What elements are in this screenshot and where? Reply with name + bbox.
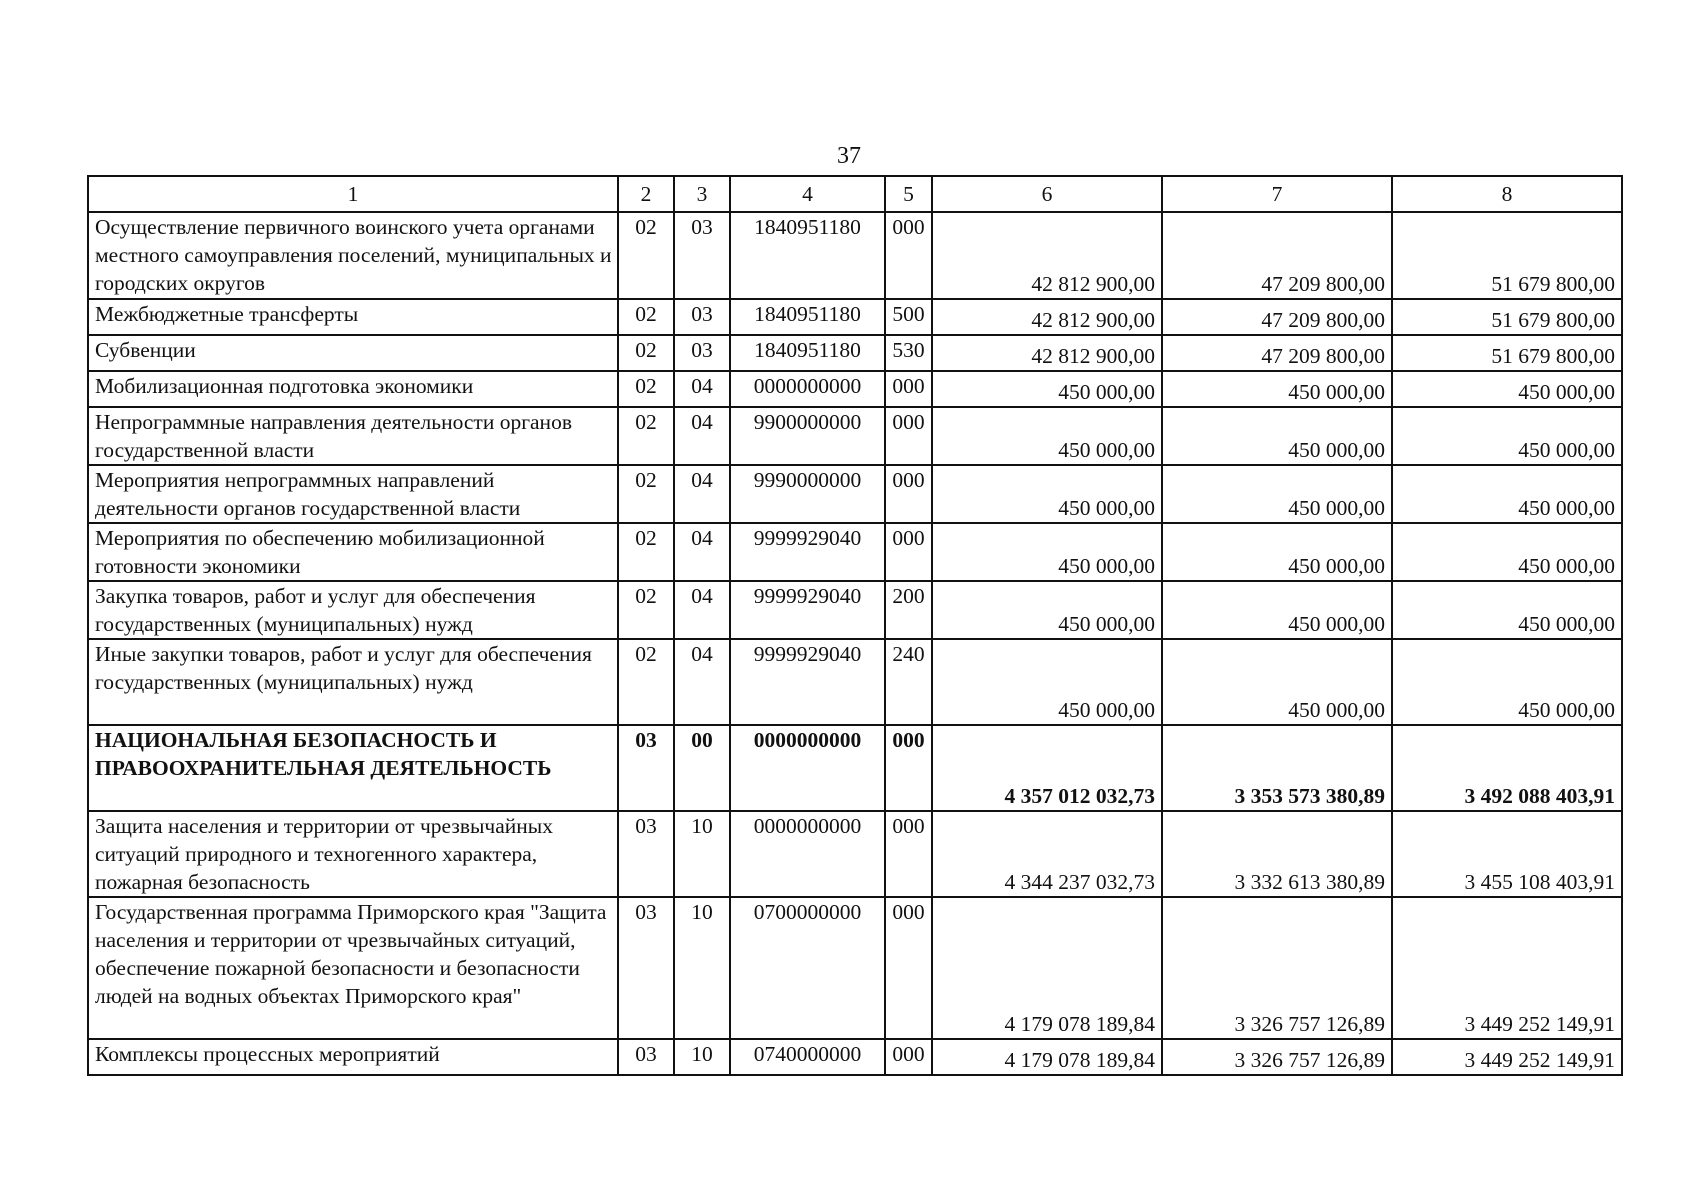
row-value-6: 42 812 900,00 xyxy=(932,212,1162,299)
row-name: Защита населения и территории от чрезвычайных ситуаций природного и техногенного характера, пожарная безопасность xyxy=(88,811,618,897)
row-value-8: 3 449 252 149,91 xyxy=(1392,1039,1622,1075)
row-code-5: 240 xyxy=(885,639,932,725)
row-name: Мероприятия непрограммных направлений деятельности органов государственной власти xyxy=(88,465,618,523)
row-value-7: 450 000,00 xyxy=(1162,407,1392,465)
row-code-3: 10 xyxy=(674,811,730,897)
header-cell-4: 4 xyxy=(730,176,885,212)
row-code-2: 02 xyxy=(618,335,674,371)
row-name: Закупка товаров, работ и услуг для обеспечения государственных (муниципальных) нужд xyxy=(88,581,618,639)
row-name: НАЦИОНАЛЬНАЯ БЕЗОПАСНОСТЬ И ПРАВООХРАНИТЕЛЬНАЯ ДЕЯТЕЛЬНОСТЬ xyxy=(88,725,618,811)
row-code-3: 04 xyxy=(674,639,730,725)
row-code-4: 1840951180 xyxy=(730,335,885,371)
row-value-6: 4 344 237 032,73 xyxy=(932,811,1162,897)
table-row xyxy=(88,335,1622,371)
row-value-8: 450 000,00 xyxy=(1392,407,1622,465)
row-code-3: 10 xyxy=(674,897,730,1039)
row-code-2: 02 xyxy=(618,212,674,299)
row-code-2: 03 xyxy=(618,1039,674,1075)
row-value-8: 51 679 800,00 xyxy=(1392,299,1622,335)
row-value-6: 4 357 012 032,73 xyxy=(932,725,1162,811)
table-row xyxy=(88,897,1622,1039)
row-code-4: 1840951180 xyxy=(730,299,885,335)
row-code-3: 10 xyxy=(674,1039,730,1075)
row-code-3: 04 xyxy=(674,407,730,465)
row-value-7: 450 000,00 xyxy=(1162,465,1392,523)
row-code-3: 04 xyxy=(674,581,730,639)
row-value-6: 450 000,00 xyxy=(932,581,1162,639)
row-value-8: 450 000,00 xyxy=(1392,523,1622,581)
table-row xyxy=(88,465,1622,523)
page-number: 37 xyxy=(837,143,861,169)
row-value-7: 3 326 757 126,89 xyxy=(1162,897,1392,1039)
header-cell-3: 3 xyxy=(674,176,730,212)
row-code-4: 0000000000 xyxy=(730,725,885,811)
row-value-7: 450 000,00 xyxy=(1162,639,1392,725)
row-value-8: 3 492 088 403,91 xyxy=(1392,725,1622,811)
row-value-6: 4 179 078 189,84 xyxy=(932,1039,1162,1075)
row-code-5: 000 xyxy=(885,212,932,299)
row-name: Государственная программа Приморского края "Защита населения и территории от чрезвычайных ситуаций, обеспечение пожарной безопасности и безопасности людей на водных объектах Приморского края" xyxy=(88,897,618,1039)
row-code-2: 03 xyxy=(618,897,674,1039)
header-cell-7: 7 xyxy=(1162,176,1392,212)
row-value-8: 3 455 108 403,91 xyxy=(1392,811,1622,897)
table-row xyxy=(88,407,1622,465)
row-code-4: 0700000000 xyxy=(730,897,885,1039)
row-code-2: 02 xyxy=(618,465,674,523)
row-code-5: 500 xyxy=(885,299,932,335)
header-cell-2: 2 xyxy=(618,176,674,212)
row-code-3: 03 xyxy=(674,335,730,371)
row-value-7: 3 332 613 380,89 xyxy=(1162,811,1392,897)
row-code-4: 0000000000 xyxy=(730,811,885,897)
table-header-row xyxy=(88,176,1622,212)
row-value-7: 3 326 757 126,89 xyxy=(1162,1039,1392,1075)
row-value-7: 450 000,00 xyxy=(1162,581,1392,639)
table-row xyxy=(88,1039,1622,1075)
row-code-2: 02 xyxy=(618,371,674,407)
row-value-6: 4 179 078 189,84 xyxy=(932,897,1162,1039)
row-value-8: 450 000,00 xyxy=(1392,465,1622,523)
row-code-2: 03 xyxy=(618,725,674,811)
row-value-7: 450 000,00 xyxy=(1162,371,1392,407)
row-code-4: 0000000000 xyxy=(730,371,885,407)
header-cell-8: 8 xyxy=(1392,176,1622,212)
row-value-8: 51 679 800,00 xyxy=(1392,212,1622,299)
row-value-8: 450 000,00 xyxy=(1392,581,1622,639)
row-value-6: 42 812 900,00 xyxy=(932,299,1162,335)
row-code-5: 000 xyxy=(885,523,932,581)
row-code-2: 02 xyxy=(618,299,674,335)
row-code-3: 04 xyxy=(674,371,730,407)
row-code-2: 02 xyxy=(618,639,674,725)
row-code-4: 9990000000 xyxy=(730,465,885,523)
row-code-4: 9900000000 xyxy=(730,407,885,465)
table-row xyxy=(88,581,1622,639)
row-code-4: 9999929040 xyxy=(730,581,885,639)
row-value-6: 450 000,00 xyxy=(932,523,1162,581)
row-value-7: 450 000,00 xyxy=(1162,523,1392,581)
row-value-6: 42 812 900,00 xyxy=(932,335,1162,371)
row-value-6: 450 000,00 xyxy=(932,407,1162,465)
row-name: Иные закупки товаров, работ и услуг для обеспечения государственных (муниципальных) нужд xyxy=(88,639,618,725)
row-code-5: 000 xyxy=(885,1039,932,1075)
row-code-3: 03 xyxy=(674,299,730,335)
row-name: Мобилизационная подготовка экономики xyxy=(88,371,618,407)
row-code-5: 000 xyxy=(885,897,932,1039)
row-name: Непрограммные направления деятельности органов государственной власти xyxy=(88,407,618,465)
row-code-5: 000 xyxy=(885,725,932,811)
row-code-5: 200 xyxy=(885,581,932,639)
header-cell-5: 5 xyxy=(885,176,932,212)
budget-table xyxy=(87,175,1623,1076)
row-value-8: 3 449 252 149,91 xyxy=(1392,897,1622,1039)
row-value-7: 47 209 800,00 xyxy=(1162,335,1392,371)
row-value-6: 450 000,00 xyxy=(932,371,1162,407)
row-code-5: 000 xyxy=(885,371,932,407)
header-cell-6: 6 xyxy=(932,176,1162,212)
table-row xyxy=(88,639,1622,725)
table-row xyxy=(88,811,1622,897)
row-value-7: 3 353 573 380,89 xyxy=(1162,725,1392,811)
row-value-8: 450 000,00 xyxy=(1392,639,1622,725)
row-code-3: 04 xyxy=(674,465,730,523)
row-code-5: 000 xyxy=(885,811,932,897)
row-code-2: 02 xyxy=(618,407,674,465)
row-value-8: 450 000,00 xyxy=(1392,371,1622,407)
row-code-4: 9999929040 xyxy=(730,639,885,725)
row-code-2: 03 xyxy=(618,811,674,897)
row-code-4: 1840951180 xyxy=(730,212,885,299)
row-name: Осуществление первичного воинского учета органами местного самоуправления поселений, муниципальных и городских округов xyxy=(88,212,618,299)
row-value-8: 51 679 800,00 xyxy=(1392,335,1622,371)
row-code-4: 9999929040 xyxy=(730,523,885,581)
row-value-7: 47 209 800,00 xyxy=(1162,212,1392,299)
row-value-6: 450 000,00 xyxy=(932,639,1162,725)
header-cell-1: 1 xyxy=(88,176,618,212)
row-code-3: 00 xyxy=(674,725,730,811)
row-name: Комплексы процессных мероприятий xyxy=(88,1039,618,1075)
row-code-2: 02 xyxy=(618,581,674,639)
row-code-4: 0740000000 xyxy=(730,1039,885,1075)
row-code-5: 000 xyxy=(885,407,932,465)
row-code-5: 000 xyxy=(885,465,932,523)
table-row xyxy=(88,371,1622,407)
row-code-3: 04 xyxy=(674,523,730,581)
row-code-3: 03 xyxy=(674,212,730,299)
row-code-2: 02 xyxy=(618,523,674,581)
row-value-6: 450 000,00 xyxy=(932,465,1162,523)
row-name: Субвенции xyxy=(88,335,618,371)
table-row xyxy=(88,299,1622,335)
table-row xyxy=(88,212,1622,299)
table-row xyxy=(88,523,1622,581)
row-name: Межбюджетные трансферты xyxy=(88,299,618,335)
table-row-section xyxy=(88,725,1622,811)
row-value-7: 47 209 800,00 xyxy=(1162,299,1392,335)
row-code-5: 530 xyxy=(885,335,932,371)
row-name: Мероприятия по обеспечению мобилизационной готовности экономики xyxy=(88,523,618,581)
